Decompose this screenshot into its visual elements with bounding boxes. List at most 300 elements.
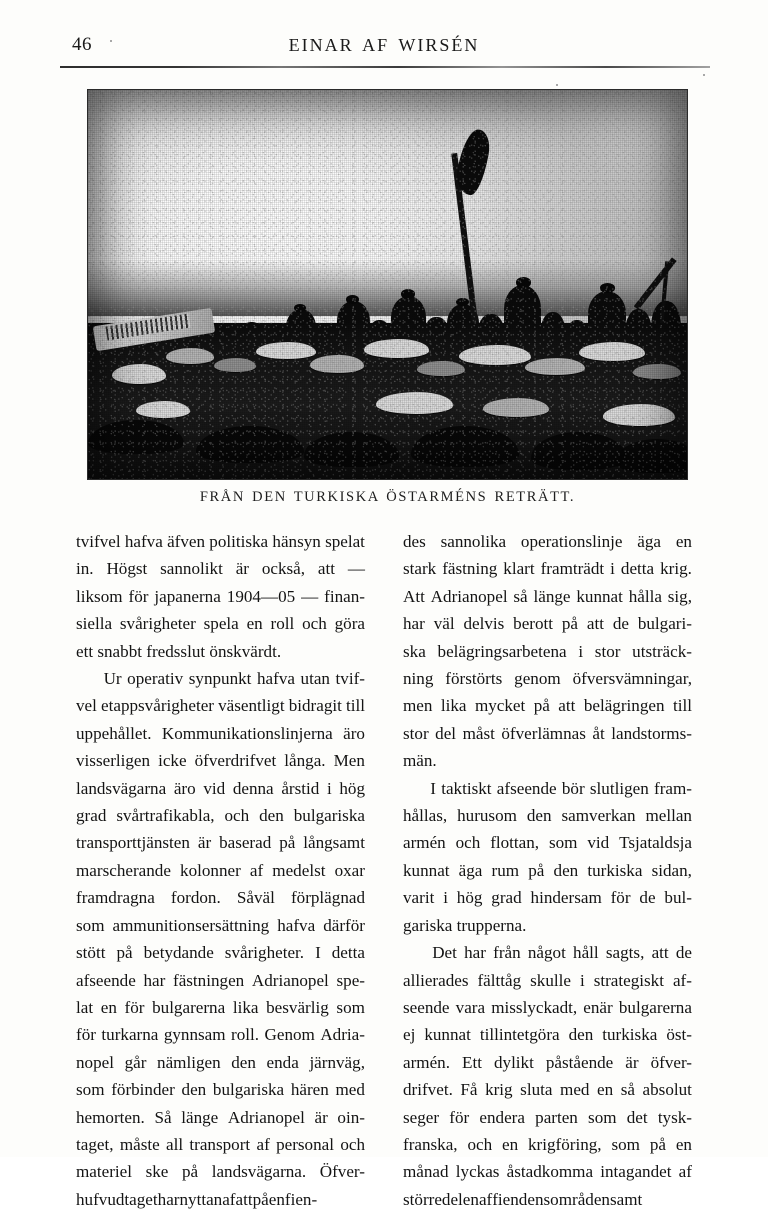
word: I xyxy=(430,778,436,798)
text-line xyxy=(403,610,692,637)
word: slutligen xyxy=(589,778,649,798)
word: roll. xyxy=(231,1025,260,1045)
word: och xyxy=(467,1134,493,1154)
word: väsentligt xyxy=(218,696,285,716)
word: af xyxy=(678,1162,692,1182)
text-line xyxy=(403,692,692,719)
word: in. xyxy=(76,559,94,579)
word: politiska xyxy=(209,532,269,551)
word: är xyxy=(625,1052,639,1072)
word: på xyxy=(116,943,133,963)
text-line xyxy=(76,692,365,719)
word: ska xyxy=(403,641,426,661)
text-line xyxy=(76,912,365,939)
word: öfverdrifvet xyxy=(194,751,277,771)
word: på xyxy=(561,614,579,634)
text-line xyxy=(403,665,692,692)
word: i xyxy=(578,641,584,661)
word: Adrianopel xyxy=(430,586,508,606)
word: till xyxy=(346,696,365,716)
word: medelst xyxy=(272,860,326,880)
word: I xyxy=(315,943,321,963)
word: spela xyxy=(203,614,239,634)
word: länge xyxy=(181,1107,219,1127)
word: taget, xyxy=(76,1134,114,1154)
text-line xyxy=(403,720,692,747)
photograph-image xyxy=(88,90,687,479)
word: en xyxy=(675,1134,692,1154)
word: de xyxy=(675,943,692,963)
text-line xyxy=(403,802,692,829)
word: bulgarerna xyxy=(152,997,226,1017)
word: all xyxy=(166,1134,184,1154)
word: hindersam xyxy=(530,888,602,908)
word: öfverlämnas xyxy=(501,723,586,743)
word: Ur xyxy=(103,669,122,689)
text-line xyxy=(76,747,365,774)
word: en xyxy=(675,532,692,551)
word: skulle xyxy=(530,970,571,990)
word: af xyxy=(478,1189,493,1209)
word: delvis xyxy=(463,614,505,634)
word: ske xyxy=(145,1162,169,1182)
word: sagts, xyxy=(605,943,645,963)
text-line xyxy=(76,884,365,911)
word: den xyxy=(259,806,284,826)
word: krig xyxy=(485,1080,513,1100)
word: större xyxy=(403,1189,442,1209)
word: samt xyxy=(609,1189,643,1209)
word: en xyxy=(597,1080,614,1100)
word: visserligen xyxy=(76,751,151,771)
word: utsträck- xyxy=(632,641,692,661)
word: vara xyxy=(455,997,486,1017)
word: spe- xyxy=(336,970,365,990)
word: krig. xyxy=(660,559,692,579)
header-rule xyxy=(60,66,710,68)
word: vid xyxy=(203,778,226,798)
text-line xyxy=(76,775,365,802)
word: hären xyxy=(290,1080,329,1100)
word: på xyxy=(181,1162,199,1182)
word: berott xyxy=(513,614,554,634)
word: kunnat xyxy=(424,1025,471,1045)
word: turkarna xyxy=(101,1025,159,1045)
word: de xyxy=(612,614,629,634)
word: och xyxy=(302,614,327,634)
text-line xyxy=(76,1021,365,1048)
text-line xyxy=(76,857,365,884)
word: liksom xyxy=(76,586,123,606)
word: tysk- xyxy=(657,1107,692,1127)
word: marscherande xyxy=(76,860,171,880)
text-line xyxy=(403,1076,692,1103)
paper-speck xyxy=(703,74,705,76)
word: betydande xyxy=(143,943,214,963)
rocky-foreground xyxy=(88,323,687,479)
word: samverkan xyxy=(561,806,636,826)
body-columns xyxy=(76,528,692,1213)
word: icke xyxy=(158,751,187,771)
word: ett snabbt fredsslut önskvärdt. xyxy=(76,641,282,661)
running-head-title: EINAR AF WIRSÉN xyxy=(288,35,480,55)
word: franska, xyxy=(403,1134,458,1154)
word: seger xyxy=(403,1107,440,1127)
word: gariska trupperna. xyxy=(403,915,527,935)
word: kolonner xyxy=(180,860,241,880)
word: sannolikt xyxy=(160,559,223,579)
word: parten xyxy=(535,1107,578,1127)
word: så xyxy=(620,1080,635,1100)
word: Kommunikationslinjerna xyxy=(161,723,333,743)
word: hufvudtaget xyxy=(76,1189,158,1209)
paragraph xyxy=(76,665,365,1213)
word: finan- xyxy=(324,586,365,606)
word: transport xyxy=(189,1134,251,1154)
word: en xyxy=(502,1134,519,1154)
word: detta xyxy=(620,559,655,579)
word: fiendens xyxy=(492,1189,551,1209)
word: hemorten. xyxy=(76,1107,145,1127)
word: en xyxy=(246,614,263,634)
text-line xyxy=(76,1049,365,1076)
text-line xyxy=(76,1076,365,1103)
text-line xyxy=(403,1131,692,1158)
word: turkiska xyxy=(587,860,643,880)
word: belägringen xyxy=(583,696,665,716)
word: ning xyxy=(403,669,434,689)
word: länge xyxy=(533,586,571,606)
word: landsvägarna xyxy=(76,778,167,798)
word: Öfver- xyxy=(319,1162,365,1182)
text-line xyxy=(403,1104,692,1131)
word: lika xyxy=(440,696,467,716)
word: Ett xyxy=(462,1052,482,1072)
word: på xyxy=(649,1134,666,1154)
word: afseende xyxy=(496,778,557,798)
word: åt xyxy=(592,723,605,743)
word: den xyxy=(526,806,552,826)
word: roll xyxy=(270,614,295,634)
word: tvifvel xyxy=(76,532,121,551)
word: måste xyxy=(119,1134,160,1154)
word: besvärlig xyxy=(266,997,329,1017)
word: stött xyxy=(76,943,106,963)
word: äro xyxy=(173,778,196,798)
word: nyttan xyxy=(179,1189,223,1209)
word: järnväg, xyxy=(309,1052,365,1072)
word: gynnsam xyxy=(163,1025,226,1045)
word: från xyxy=(493,943,521,963)
word: åstadkomma xyxy=(506,1162,594,1182)
word: af xyxy=(222,1189,236,1209)
word: den xyxy=(181,1080,207,1100)
word: förstörts xyxy=(445,669,503,689)
word: går xyxy=(124,1052,147,1072)
word: Att xyxy=(403,586,425,606)
word: äga xyxy=(637,532,662,551)
word: grad xyxy=(491,888,522,908)
word: fordon. xyxy=(170,888,221,908)
word: äro xyxy=(343,723,365,743)
word: hög xyxy=(339,778,365,798)
text-line xyxy=(403,912,692,939)
word: del xyxy=(435,723,457,743)
word: hålla xyxy=(628,586,662,606)
word: att xyxy=(317,559,335,579)
word: årstid xyxy=(281,778,320,798)
word: uppehållet. xyxy=(76,723,152,743)
word: är xyxy=(314,1107,328,1127)
word: har xyxy=(464,943,486,963)
word: hållas, xyxy=(403,806,448,826)
text-line xyxy=(76,583,365,610)
word: håll xyxy=(573,943,599,963)
word: bulgarerna xyxy=(618,997,692,1017)
word: för xyxy=(128,586,149,606)
text-line xyxy=(76,720,365,747)
word: hafva xyxy=(124,532,163,551)
word: är xyxy=(197,833,212,853)
word: af- xyxy=(672,970,692,990)
text-line xyxy=(403,939,692,966)
text-line xyxy=(403,583,692,610)
word: enär xyxy=(583,997,613,1017)
paragraph xyxy=(403,528,692,775)
text-line xyxy=(76,1158,365,1185)
word: vid xyxy=(587,833,610,853)
word: oxar xyxy=(334,860,365,880)
text-line xyxy=(403,857,692,884)
word: af xyxy=(249,860,264,880)
word: mellan xyxy=(645,806,692,826)
word: materiel xyxy=(76,1162,132,1182)
word: den xyxy=(568,1025,594,1045)
word: Tsjataldsja xyxy=(619,833,692,853)
word: des xyxy=(403,532,426,551)
word: nopel xyxy=(76,1052,114,1072)
word: sig, xyxy=(667,586,692,606)
word: etappsvårigheter xyxy=(101,696,214,716)
word: sannolika xyxy=(440,532,507,551)
text-line xyxy=(76,555,365,582)
text-line xyxy=(76,528,365,555)
word: kunnat xyxy=(403,860,450,880)
word: fien- xyxy=(284,1189,318,1209)
word: med xyxy=(560,1080,590,1100)
word: framdragna xyxy=(76,888,155,908)
word: rum xyxy=(491,860,520,880)
word: långa. xyxy=(284,751,326,771)
word: påstående xyxy=(545,1052,614,1072)
text-line xyxy=(403,994,692,1021)
word: stark xyxy=(403,559,437,579)
text-line xyxy=(76,1104,365,1131)
word: den xyxy=(231,1052,256,1072)
word: något xyxy=(527,943,566,963)
word: de xyxy=(639,888,656,908)
word: öfversvämningar, xyxy=(572,669,692,689)
word: armén xyxy=(403,833,446,853)
word: landstorms- xyxy=(611,723,692,743)
word: bulgariska xyxy=(293,806,365,826)
word: endera xyxy=(479,1107,525,1127)
word: förbinder xyxy=(111,1080,175,1100)
word: den xyxy=(553,860,579,880)
word: därför xyxy=(323,915,365,935)
word: stor xyxy=(594,641,621,661)
word: och xyxy=(340,1134,365,1154)
word: Adrianopel xyxy=(251,970,329,990)
word: har xyxy=(403,614,425,634)
word: operativ xyxy=(127,669,184,689)
word: baserad xyxy=(219,833,272,853)
word: enda xyxy=(266,1052,299,1072)
word: och xyxy=(224,806,250,826)
word: så xyxy=(513,586,528,606)
word: lat xyxy=(76,997,94,1017)
word: att xyxy=(586,614,604,634)
word: att xyxy=(235,1189,253,1209)
word: som xyxy=(336,997,365,1017)
word: drifvet. xyxy=(403,1080,453,1100)
word: områden xyxy=(550,1189,610,1209)
word: långsamt xyxy=(303,833,365,853)
word: män. xyxy=(403,751,437,771)
word: flottan, xyxy=(490,833,540,853)
word: svårigheter xyxy=(119,614,196,634)
word: — xyxy=(347,559,365,579)
word: dylikt xyxy=(493,1052,534,1072)
word: Det xyxy=(432,943,457,963)
word: också, xyxy=(261,559,306,579)
word: tvif- xyxy=(335,669,365,689)
word: öfver- xyxy=(650,1052,692,1072)
word: för xyxy=(449,1107,470,1127)
word: Så xyxy=(154,1107,172,1127)
word: bidragit xyxy=(288,696,342,716)
right-column xyxy=(403,528,692,1213)
word: oin- xyxy=(337,1107,365,1127)
word: äga xyxy=(458,860,483,880)
word: 1904—05 xyxy=(226,586,296,606)
word: har xyxy=(143,970,166,990)
word: väl xyxy=(433,614,455,634)
word: att xyxy=(651,943,669,963)
word: utan xyxy=(300,669,330,689)
word: som xyxy=(76,1080,105,1100)
text-line xyxy=(403,1049,692,1076)
word: hög xyxy=(456,888,483,908)
word: allierades xyxy=(403,970,469,990)
word: genom xyxy=(514,669,561,689)
text-line xyxy=(76,967,365,994)
word: tillintetgöra xyxy=(479,1025,560,1045)
word: mycket xyxy=(474,696,526,716)
word: på xyxy=(533,696,550,716)
word: klart xyxy=(503,559,535,579)
word: i xyxy=(443,888,448,908)
text-line xyxy=(403,829,692,856)
text-line xyxy=(76,994,365,1021)
word: bör xyxy=(561,778,585,798)
text-line xyxy=(76,829,365,856)
word: fälttåg xyxy=(477,970,522,990)
word: svårtrafikabla, xyxy=(116,806,215,826)
word: ammunitionsersättning xyxy=(112,915,270,935)
word: för xyxy=(76,1025,96,1045)
running-head xyxy=(72,34,696,64)
word: strategiskt xyxy=(593,970,664,990)
text-line xyxy=(76,939,365,966)
word: intagandet xyxy=(600,1162,672,1182)
word: bulgari- xyxy=(637,614,692,634)
word: för xyxy=(124,997,145,1017)
word: Högst xyxy=(106,559,148,579)
paragraph xyxy=(76,528,365,665)
word: armén. xyxy=(403,1052,450,1072)
word: seende xyxy=(403,997,450,1017)
word: till xyxy=(672,696,692,716)
paper-speck xyxy=(556,84,558,86)
word: fästningen xyxy=(173,970,245,990)
word: lyckas xyxy=(455,1162,500,1182)
word: vel xyxy=(76,696,97,716)
word: som xyxy=(611,1134,640,1154)
text-line xyxy=(76,1131,365,1158)
word: Få xyxy=(460,1080,478,1100)
word: operationslinje xyxy=(520,532,623,551)
word: delen xyxy=(441,1189,479,1209)
text-line xyxy=(403,1186,692,1213)
word: krigföring, xyxy=(528,1134,602,1154)
paragraph xyxy=(403,775,692,939)
word: Såväl xyxy=(236,888,275,908)
word: synpunkt xyxy=(188,669,252,689)
left-column xyxy=(76,528,365,1213)
word: turkiska xyxy=(602,1025,658,1045)
word: spelat xyxy=(325,532,365,551)
text-line xyxy=(403,884,692,911)
word: Genom xyxy=(264,1025,315,1045)
text-line xyxy=(76,638,365,665)
word: belägringsarbetena xyxy=(437,641,567,661)
word: fästning xyxy=(442,559,498,579)
word: men xyxy=(403,696,433,716)
word: bulgariska xyxy=(212,1080,285,1100)
word: hafva xyxy=(257,669,295,689)
word: på xyxy=(252,1189,269,1209)
word: grad xyxy=(76,806,107,826)
word: hafva xyxy=(277,915,316,935)
text-line xyxy=(403,638,692,665)
word: i xyxy=(610,559,615,579)
word: har xyxy=(157,1189,180,1209)
word: afseende xyxy=(76,970,136,990)
word: detta xyxy=(331,943,365,963)
word: förplägnad xyxy=(290,888,365,908)
word: misslyckadt, xyxy=(491,997,578,1017)
paragraph xyxy=(403,939,692,1213)
word: taktiskt xyxy=(441,778,492,798)
word: fram- xyxy=(654,778,692,798)
word: sidan, xyxy=(651,860,692,880)
word: kunnat xyxy=(576,586,623,606)
word: transporttjänsten xyxy=(76,833,190,853)
word: som xyxy=(588,1107,617,1127)
word: är xyxy=(235,559,249,579)
text-line xyxy=(76,1186,365,1213)
